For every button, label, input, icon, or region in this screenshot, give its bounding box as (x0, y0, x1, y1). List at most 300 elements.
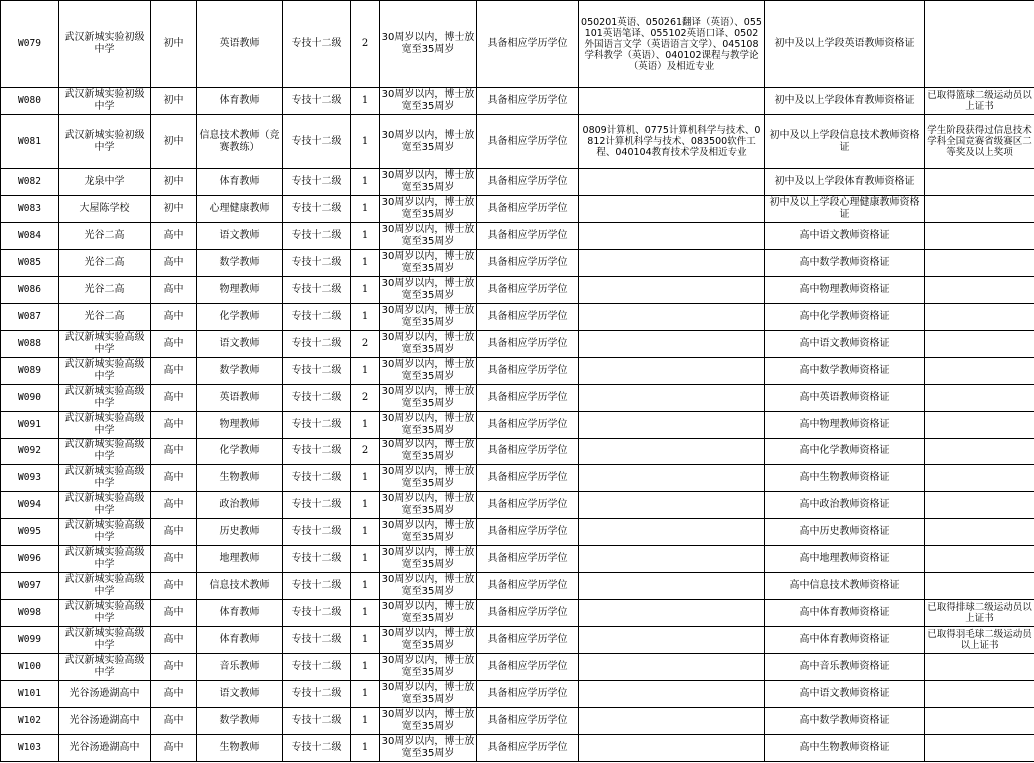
headcount-cell: 1 (351, 680, 380, 707)
major-cell: 0809计算机、0775计算机科学与技术、0812计算机科学与技术、083500软件工程、040104教育技术学及相近专业 (579, 115, 765, 169)
education-cell: 具备相应学历学位 (477, 276, 579, 303)
level-cell: 专技十二级 (283, 734, 351, 761)
headcount-cell: 1 (351, 600, 380, 627)
education-cell: 具备相应学历学位 (477, 680, 579, 707)
headcount-cell: 1 (351, 169, 380, 196)
headcount-cell: 1 (351, 196, 380, 223)
major-cell (579, 438, 765, 465)
post-code-cell: W098 (1, 600, 59, 627)
age-requirement-cell: 30周岁以内，博士放宽至35周岁 (380, 357, 477, 384)
note-cell (925, 357, 1034, 384)
note-cell (925, 249, 1034, 276)
position-cell: 心理健康教师 (197, 196, 283, 223)
position-cell: 信息技术教师 (197, 573, 283, 600)
school-cell: 武汉新城实验高级中学 (59, 492, 151, 519)
post-code-cell: W087 (1, 303, 59, 330)
post-code-cell: W089 (1, 357, 59, 384)
age-requirement-cell: 30周岁以内，博士放宽至35周岁 (380, 249, 477, 276)
note-cell (925, 707, 1034, 734)
certificate-cell: 高中体育教师资格证 (765, 627, 925, 654)
major-cell (579, 357, 765, 384)
position-cell: 物理教师 (197, 411, 283, 438)
position-cell: 化学教师 (197, 438, 283, 465)
position-cell: 语文教师 (197, 330, 283, 357)
school-cell: 武汉新城实验高级中学 (59, 600, 151, 627)
stage-cell: 高中 (151, 438, 197, 465)
position-cell: 物理教师 (197, 276, 283, 303)
age-requirement-cell: 30周岁以内，博士放宽至35周岁 (380, 519, 477, 546)
major-cell (579, 384, 765, 411)
age-requirement-cell: 30周岁以内，博士放宽至35周岁 (380, 680, 477, 707)
table-row (1, 330, 1034, 357)
school-cell: 武汉新城实验初级中学 (59, 1, 151, 88)
age-requirement-cell: 30周岁以内，博士放宽至35周岁 (380, 276, 477, 303)
age-requirement-cell: 30周岁以内，博士放宽至35周岁 (380, 546, 477, 573)
age-requirement-cell: 30周岁以内，博士放宽至35周岁 (380, 115, 477, 169)
certificate-cell: 高中化学教师资格证 (765, 438, 925, 465)
table-row (1, 680, 1034, 707)
table-row (1, 492, 1034, 519)
stage-cell: 高中 (151, 276, 197, 303)
headcount-cell: 1 (351, 411, 380, 438)
education-cell: 具备相应学历学位 (477, 411, 579, 438)
headcount-cell: 1 (351, 88, 380, 115)
note-cell (925, 465, 1034, 492)
education-cell: 具备相应学历学位 (477, 1, 579, 88)
stage-cell: 初中 (151, 115, 197, 169)
level-cell: 专技十二级 (283, 169, 351, 196)
note-cell (925, 546, 1034, 573)
age-requirement-cell: 30周岁以内，博士放宽至35周岁 (380, 303, 477, 330)
headcount-cell: 1 (351, 734, 380, 761)
education-cell: 具备相应学历学位 (477, 169, 579, 196)
age-requirement-cell: 30周岁以内，博士放宽至35周岁 (380, 707, 477, 734)
post-code-cell: W091 (1, 411, 59, 438)
certificate-cell: 高中历史教师资格证 (765, 519, 925, 546)
education-cell: 具备相应学历学位 (477, 600, 579, 627)
level-cell: 专技十二级 (283, 600, 351, 627)
post-code-cell: W097 (1, 573, 59, 600)
level-cell: 专技十二级 (283, 276, 351, 303)
table-row (1, 654, 1034, 681)
note-cell (925, 196, 1034, 223)
table-row (1, 519, 1034, 546)
certificate-cell: 高中物理教师资格证 (765, 411, 925, 438)
post-code-cell: W079 (1, 1, 59, 88)
major-cell (579, 573, 765, 600)
table-row (1, 249, 1034, 276)
certificate-cell: 初中及以上学段体育教师资格证 (765, 88, 925, 115)
certificate-cell: 高中英语教师资格证 (765, 384, 925, 411)
age-requirement-cell: 30周岁以内，博士放宽至35周岁 (380, 196, 477, 223)
age-requirement-cell: 30周岁以内，博士放宽至35周岁 (380, 492, 477, 519)
stage-cell: 高中 (151, 654, 197, 681)
certificate-cell: 高中数学教师资格证 (765, 357, 925, 384)
stage-cell: 高中 (151, 519, 197, 546)
school-cell: 武汉新城实验初级中学 (59, 115, 151, 169)
major-cell (579, 680, 765, 707)
position-cell: 体育教师 (197, 627, 283, 654)
certificate-cell: 高中政治教师资格证 (765, 492, 925, 519)
education-cell: 具备相应学历学位 (477, 196, 579, 223)
stage-cell: 初中 (151, 169, 197, 196)
school-cell: 大屋陈学校 (59, 196, 151, 223)
position-cell: 语文教师 (197, 223, 283, 250)
level-cell: 专技十二级 (283, 303, 351, 330)
position-cell: 化学教师 (197, 303, 283, 330)
major-cell (579, 223, 765, 250)
major-cell (579, 734, 765, 761)
major-cell (579, 169, 765, 196)
education-cell: 具备相应学历学位 (477, 654, 579, 681)
major-cell (579, 330, 765, 357)
position-cell: 英语教师 (197, 1, 283, 88)
major-cell (579, 196, 765, 223)
table-row (1, 546, 1034, 573)
level-cell: 专技十二级 (283, 249, 351, 276)
table-row (1, 627, 1034, 654)
school-cell: 武汉新城实验高级中学 (59, 546, 151, 573)
note-cell (925, 519, 1034, 546)
education-cell: 具备相应学历学位 (477, 384, 579, 411)
note-cell (925, 680, 1034, 707)
position-cell: 语文教师 (197, 680, 283, 707)
headcount-cell: 1 (351, 519, 380, 546)
post-code-cell: W101 (1, 680, 59, 707)
school-cell: 光谷二高 (59, 249, 151, 276)
major-cell (579, 88, 765, 115)
school-cell: 武汉新城实验高级中学 (59, 627, 151, 654)
major-cell (579, 276, 765, 303)
education-cell: 具备相应学历学位 (477, 249, 579, 276)
post-code-cell: W102 (1, 707, 59, 734)
major-cell: 050201英语、050261翻译（英语）、055101英语笔译、055102英语口译、0502外国语言文学（英语语言文学）、045108学科教学（英语）、040102课程与教学论（英语）及相近专业 (579, 1, 765, 88)
certificate-cell: 高中地理教师资格证 (765, 546, 925, 573)
major-cell (579, 707, 765, 734)
school-cell: 武汉新城实验高级中学 (59, 438, 151, 465)
stage-cell: 高中 (151, 707, 197, 734)
table-row (1, 600, 1034, 627)
level-cell: 专技十二级 (283, 546, 351, 573)
post-code-cell: W086 (1, 276, 59, 303)
position-cell: 音乐教师 (197, 654, 283, 681)
note-cell (925, 438, 1034, 465)
education-cell: 具备相应学历学位 (477, 330, 579, 357)
headcount-cell: 1 (351, 546, 380, 573)
certificate-cell: 高中语文教师资格证 (765, 223, 925, 250)
post-code-cell: W083 (1, 196, 59, 223)
education-cell: 具备相应学历学位 (477, 465, 579, 492)
table-row (1, 734, 1034, 761)
position-cell: 数学教师 (197, 707, 283, 734)
certificate-cell: 高中信息技术教师资格证 (765, 573, 925, 600)
certificate-cell: 高中语文教师资格证 (765, 330, 925, 357)
stage-cell: 高中 (151, 384, 197, 411)
post-code-cell: W093 (1, 465, 59, 492)
stage-cell: 高中 (151, 492, 197, 519)
certificate-cell: 高中音乐教师资格证 (765, 654, 925, 681)
headcount-cell: 2 (351, 384, 380, 411)
note-cell (925, 411, 1034, 438)
stage-cell: 高中 (151, 627, 197, 654)
education-cell: 具备相应学历学位 (477, 303, 579, 330)
age-requirement-cell: 30周岁以内，博士放宽至35周岁 (380, 734, 477, 761)
certificate-cell: 高中生物教师资格证 (765, 465, 925, 492)
post-code-cell: W092 (1, 438, 59, 465)
level-cell: 专技十二级 (283, 357, 351, 384)
stage-cell: 高中 (151, 330, 197, 357)
level-cell: 专技十二级 (283, 196, 351, 223)
major-cell (579, 654, 765, 681)
school-cell: 武汉新城实验高级中学 (59, 465, 151, 492)
age-requirement-cell: 30周岁以内，博士放宽至35周岁 (380, 654, 477, 681)
table-row (1, 303, 1034, 330)
school-cell: 武汉新城实验高级中学 (59, 357, 151, 384)
headcount-cell: 1 (351, 654, 380, 681)
stage-cell: 高中 (151, 680, 197, 707)
certificate-cell: 初中及以上学段心理健康教师资格证 (765, 196, 925, 223)
level-cell: 专技十二级 (283, 384, 351, 411)
headcount-cell: 1 (351, 573, 380, 600)
table-row (1, 276, 1034, 303)
level-cell: 专技十二级 (283, 411, 351, 438)
major-cell (579, 465, 765, 492)
level-cell: 专技十二级 (283, 492, 351, 519)
major-cell (579, 303, 765, 330)
school-cell: 光谷二高 (59, 276, 151, 303)
stage-cell: 高中 (151, 573, 197, 600)
age-requirement-cell: 30周岁以内，博士放宽至35周岁 (380, 88, 477, 115)
education-cell: 具备相应学历学位 (477, 519, 579, 546)
school-cell: 武汉新城实验高级中学 (59, 330, 151, 357)
stage-cell: 高中 (151, 357, 197, 384)
headcount-cell: 1 (351, 357, 380, 384)
level-cell: 专技十二级 (283, 465, 351, 492)
post-code-cell: W094 (1, 492, 59, 519)
certificate-cell: 高中物理教师资格证 (765, 276, 925, 303)
certificate-cell: 高中数学教师资格证 (765, 707, 925, 734)
education-cell: 具备相应学历学位 (477, 88, 579, 115)
certificate-cell: 高中生物教师资格证 (765, 734, 925, 761)
school-cell: 武汉新城实验高级中学 (59, 519, 151, 546)
stage-cell: 高中 (151, 223, 197, 250)
age-requirement-cell: 30周岁以内，博士放宽至35周岁 (380, 169, 477, 196)
headcount-cell: 1 (351, 707, 380, 734)
headcount-cell: 1 (351, 465, 380, 492)
level-cell: 专技十二级 (283, 573, 351, 600)
table-row (1, 115, 1034, 169)
note-cell: 学生阶段获得过信息技术学科全国竞赛省级赛区二等奖及以上奖项 (925, 115, 1034, 169)
education-cell: 具备相应学历学位 (477, 438, 579, 465)
age-requirement-cell: 30周岁以内，博士放宽至35周岁 (380, 1, 477, 88)
age-requirement-cell: 30周岁以内，博士放宽至35周岁 (380, 411, 477, 438)
note-cell: 已取得排球二级运动员以上证书 (925, 600, 1034, 627)
position-cell: 体育教师 (197, 600, 283, 627)
education-cell: 具备相应学历学位 (477, 223, 579, 250)
age-requirement-cell: 30周岁以内，博士放宽至35周岁 (380, 330, 477, 357)
position-cell: 历史教师 (197, 519, 283, 546)
table-row (1, 707, 1034, 734)
stage-cell: 初中 (151, 1, 197, 88)
stage-cell: 高中 (151, 303, 197, 330)
level-cell: 专技十二级 (283, 627, 351, 654)
table-row (1, 223, 1034, 250)
position-cell: 数学教师 (197, 357, 283, 384)
education-cell: 具备相应学历学位 (477, 546, 579, 573)
table-row (1, 1, 1034, 88)
note-cell (925, 169, 1034, 196)
age-requirement-cell: 30周岁以内，博士放宽至35周岁 (380, 465, 477, 492)
level-cell: 专技十二级 (283, 680, 351, 707)
position-cell: 体育教师 (197, 169, 283, 196)
stage-cell: 高中 (151, 249, 197, 276)
major-cell (579, 627, 765, 654)
note-cell (925, 223, 1034, 250)
education-cell: 具备相应学历学位 (477, 627, 579, 654)
level-cell: 专技十二级 (283, 88, 351, 115)
position-cell: 生物教师 (197, 465, 283, 492)
level-cell: 专技十二级 (283, 115, 351, 169)
position-cell: 体育教师 (197, 88, 283, 115)
stage-cell: 初中 (151, 88, 197, 115)
post-code-cell: W103 (1, 734, 59, 761)
table-row (1, 438, 1034, 465)
headcount-cell: 2 (351, 438, 380, 465)
note-cell (925, 330, 1034, 357)
school-cell: 武汉新城实验高级中学 (59, 573, 151, 600)
table-row (1, 384, 1034, 411)
major-cell (579, 519, 765, 546)
major-cell (579, 492, 765, 519)
major-cell (579, 249, 765, 276)
certificate-cell: 高中体育教师资格证 (765, 600, 925, 627)
note-cell (925, 276, 1034, 303)
stage-cell: 高中 (151, 546, 197, 573)
position-cell: 地理教师 (197, 546, 283, 573)
position-cell: 政治教师 (197, 492, 283, 519)
post-code-cell: W095 (1, 519, 59, 546)
certificate-cell: 高中语文教师资格证 (765, 680, 925, 707)
note-cell: 已取得羽毛球二级运动员以上证书 (925, 627, 1034, 654)
note-cell: 已取得篮球二级运动员以上证书 (925, 88, 1034, 115)
school-cell: 光谷二高 (59, 223, 151, 250)
position-cell: 数学教师 (197, 249, 283, 276)
post-code-cell: W100 (1, 654, 59, 681)
school-cell: 光谷汤逊湖高中 (59, 680, 151, 707)
post-code-cell: W085 (1, 249, 59, 276)
stage-cell: 高中 (151, 600, 197, 627)
certificate-cell: 高中数学教师资格证 (765, 249, 925, 276)
post-code-cell: W082 (1, 169, 59, 196)
age-requirement-cell: 30周岁以内，博士放宽至35周岁 (380, 384, 477, 411)
education-cell: 具备相应学历学位 (477, 734, 579, 761)
headcount-cell: 2 (351, 1, 380, 88)
headcount-cell: 1 (351, 249, 380, 276)
headcount-cell: 1 (351, 115, 380, 169)
level-cell: 专技十二级 (283, 223, 351, 250)
school-cell: 光谷汤逊湖高中 (59, 707, 151, 734)
major-cell (579, 411, 765, 438)
stage-cell: 高中 (151, 411, 197, 438)
education-cell: 具备相应学历学位 (477, 115, 579, 169)
school-cell: 光谷二高 (59, 303, 151, 330)
note-cell (925, 1, 1034, 88)
table-row (1, 196, 1034, 223)
table-row (1, 573, 1034, 600)
level-cell: 专技十二级 (283, 330, 351, 357)
note-cell (925, 654, 1034, 681)
stage-cell: 高中 (151, 734, 197, 761)
school-cell: 光谷汤逊湖高中 (59, 734, 151, 761)
education-cell: 具备相应学历学位 (477, 707, 579, 734)
position-cell: 生物教师 (197, 734, 283, 761)
level-cell: 专技十二级 (283, 438, 351, 465)
headcount-cell: 1 (351, 303, 380, 330)
headcount-cell: 1 (351, 492, 380, 519)
table-body (1, 1, 1034, 762)
table-row (1, 169, 1034, 196)
post-code-cell: W088 (1, 330, 59, 357)
post-code-cell: W099 (1, 627, 59, 654)
certificate-cell: 初中及以上学段体育教师资格证 (765, 169, 925, 196)
certificate-cell: 高中化学教师资格证 (765, 303, 925, 330)
headcount-cell: 1 (351, 276, 380, 303)
note-cell (925, 384, 1034, 411)
education-cell: 具备相应学历学位 (477, 357, 579, 384)
stage-cell: 初中 (151, 196, 197, 223)
major-cell (579, 600, 765, 627)
headcount-cell: 2 (351, 330, 380, 357)
level-cell: 专技十二级 (283, 519, 351, 546)
age-requirement-cell: 30周岁以内，博士放宽至35周岁 (380, 627, 477, 654)
note-cell (925, 734, 1034, 761)
table-row (1, 357, 1034, 384)
education-cell: 具备相应学历学位 (477, 573, 579, 600)
position-cell: 信息技术教师（竞赛教练） (197, 115, 283, 169)
school-cell: 武汉新城实验高级中学 (59, 654, 151, 681)
school-cell: 武汉新城实验高级中学 (59, 411, 151, 438)
stage-cell: 高中 (151, 465, 197, 492)
post-code-cell: W081 (1, 115, 59, 169)
headcount-cell: 1 (351, 223, 380, 250)
certificate-cell: 初中及以上学段英语教师资格证 (765, 1, 925, 88)
table-row (1, 411, 1034, 438)
note-cell (925, 492, 1034, 519)
post-code-cell: W080 (1, 88, 59, 115)
position-cell: 英语教师 (197, 384, 283, 411)
school-cell: 武汉新城实验高级中学 (59, 384, 151, 411)
table-row (1, 465, 1034, 492)
education-cell: 具备相应学历学位 (477, 492, 579, 519)
post-code-cell: W090 (1, 384, 59, 411)
age-requirement-cell: 30周岁以内，博士放宽至35周岁 (380, 223, 477, 250)
age-requirement-cell: 30周岁以内，博士放宽至35周岁 (380, 573, 477, 600)
school-cell: 龙泉中学 (59, 169, 151, 196)
certificate-cell: 初中及以上学段信息技术教师资格证 (765, 115, 925, 169)
note-cell (925, 573, 1034, 600)
age-requirement-cell: 30周岁以内，博士放宽至35周岁 (380, 438, 477, 465)
level-cell: 专技十二级 (283, 654, 351, 681)
table-row (1, 88, 1034, 115)
headcount-cell: 1 (351, 627, 380, 654)
level-cell: 专技十二级 (283, 1, 351, 88)
post-code-cell: W096 (1, 546, 59, 573)
note-cell (925, 303, 1034, 330)
post-code-cell: W084 (1, 223, 59, 250)
level-cell: 专技十二级 (283, 707, 351, 734)
age-requirement-cell: 30周岁以内，博士放宽至35周岁 (380, 600, 477, 627)
school-cell: 武汉新城实验初级中学 (59, 88, 151, 115)
